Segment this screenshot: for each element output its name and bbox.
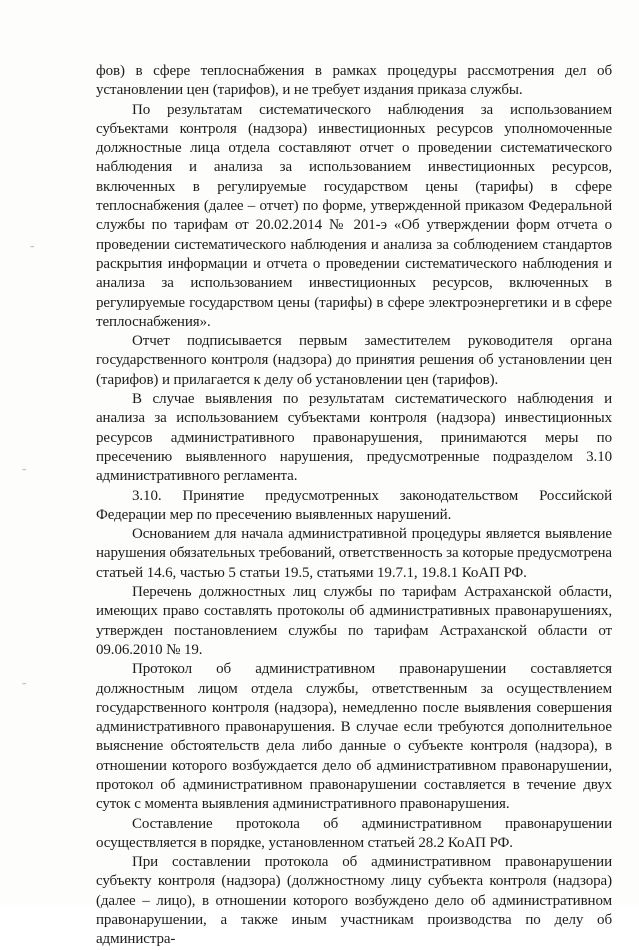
- paragraph-procedure-basis: Основанием для начала административной процедуры является выявление нарушения обязательных требований, ответственность за которые предусмотрена статьей 14.6, частью 5 статьи 19.5, статьями 19.7.1, 19.8.1 КоАП РФ.: [96, 526, 612, 581]
- paragraph-report-signing: Отчет подписывается первым заместителем руководителя органа государственного контроля (надзора) до принятия решения об установлении цен (тарифов) и прилагается к делу об установлении цен (тарифов).: [96, 333, 612, 388]
- paragraph-protocol-rights: При составлении протокола об административном правонарушении субъекту контроля (надзора) (должностному лицу субъекта контроля (надзора) (далее – лицо), в отношении которого возбуждено дело об административном правонарушении, а также иным участникам производства по делу об администра-: [96, 854, 612, 948]
- margin-scan-mark: –: [30, 242, 35, 252]
- section-heading-3-10: 3.10. Принятие предусмотренных законодательством Российской Федерации мер по пресечению выявленных нарушений.: [96, 487, 612, 523]
- paragraph-continuation: фов) в сфере теплоснабжения в рамках процедуры рассмотрения дел об установлении цен (тарифов), и не требует издания приказа службы.: [96, 63, 612, 99]
- margin-scan-mark: –: [22, 679, 27, 689]
- paragraph-officials-list: Перечень должностных лиц службы по тарифам Астраханской области, имеющих право составлять протоколы об административных правонарушениях, утвержден постановлением службы по тарифам Астраханской области от 09.06.2010 № 19.: [96, 584, 612, 658]
- paragraph-violation-measures: В случае выявления по результатам систематического наблюдения и анализа за использованием субъектами контроля (надзора) инвестиционных ресурсов административного правонарушения, принимаются меры по пресечению выявленного нарушения, предусмотренные подразделом 3.10 административного регламента.: [96, 391, 612, 485]
- paragraph-protocol-procedure: Составление протокола об административном правонарушении осуществляется в порядке, установленном статьей 28.2 КоАП РФ.: [96, 815, 612, 851]
- paragraph-report-preparation: По результатам систематического наблюдения за использованием субъектами контроля (надзора) инвестиционных ресурсов уполномоченные должностные лица отдела составляют отчет о проведении систематического наблюдения и анализа за использованием инвестиционных ресурсов, включенных в регулируемые государством цены (тарифы) в сфере теплоснабжения (далее – отчет) по форме, утвержденной приказом Федеральной службы по тарифам от 20.02.2014 № 201-э «Об утверждении форм отчета о проведении систематического наблюдения и анализа за соблюдением стандартов раскрытия информации и отчета о проведении систематического наблюдения и анализа за использованием инвестиционных ресурсов, включенных в регулируемые государством цены (тарифы) в сфере электроэнергетики и в сфере теплоснабжения».: [96, 101, 612, 330]
- margin-scan-mark: –: [22, 465, 27, 475]
- paragraph-protocol-drafting: Протокол об административном правонарушении составляется должностным лицом отдела службы, ответственным за осуществлением государственного контроля (надзора), немедленно после выявления совершения административного правонарушения. В случае если требуются дополнительное выяснение обстоятельств дела либо данные о субъекте контроля (надзора), в отношении которого возбуждается дело об административном правонарушении, протокол об административном правонарушении составляется в течение двух суток с момента выявления административного правонарушения.: [96, 661, 612, 813]
- document-body: [96, 62, 612, 950]
